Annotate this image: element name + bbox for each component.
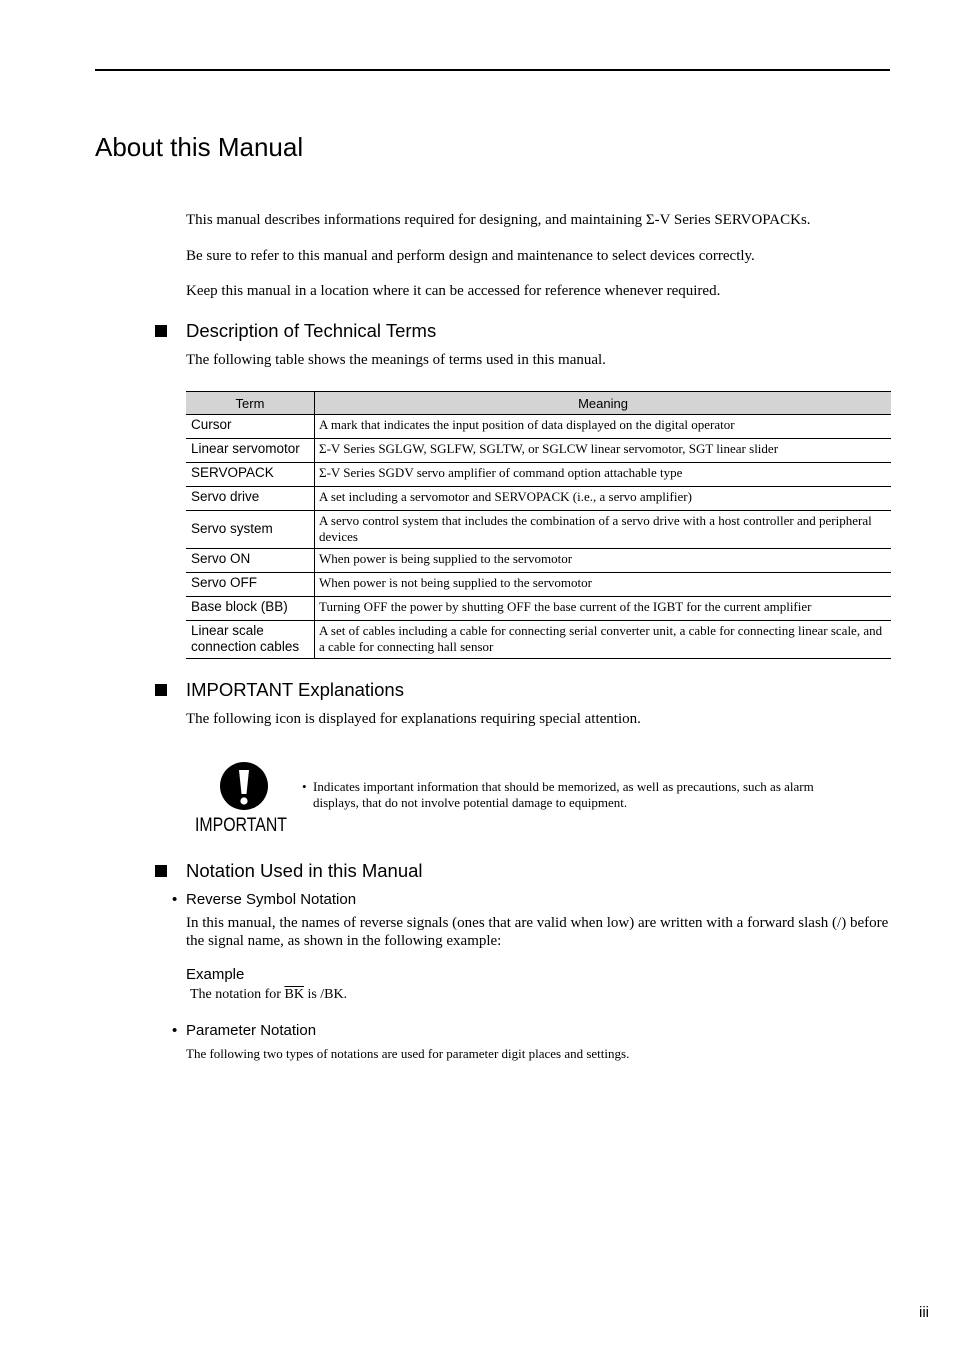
page-title: About this Manual (95, 132, 304, 162)
table-row (186, 415, 891, 439)
term-cell: Base block (BB) (186, 597, 315, 621)
important-icon-label: IMPORTANT (195, 815, 288, 836)
table-row (186, 487, 891, 511)
reverse-symbol-heading (172, 891, 356, 908)
square-bullet-icon (155, 684, 167, 696)
meaning-cell: A servo control system that includes the combination of a servo drive with a host controller and peripheral devices (315, 511, 892, 549)
intro-paragraph-2: Be sure to refer to this manual and perform design and maintenance to select devices correctly. (186, 248, 755, 264)
header-rule (95, 69, 890, 71)
meaning-cell: A set of cables including a cable for connecting serial converter unit, a cable for connecting linear scale, and a cable for connecting hall sensor (315, 621, 892, 659)
term-cell: Servo system (186, 511, 315, 549)
meaning-cell: A set including a servomotor and SERVOPACK (i.e., a servo amplifier) (315, 487, 892, 511)
term-cell: Cursor (186, 415, 315, 439)
reverse-symbol-text: In this manual, the names of reverse signals (ones that are valid when low) are written with a forward slash (/) before the signal name, as shown in the following example: (186, 915, 889, 949)
section-heading-terms (155, 320, 436, 342)
reverse-symbol-title: Reverse Symbol Notation (186, 891, 357, 908)
term-cell: Servo ON (186, 549, 315, 573)
example-text (190, 987, 347, 1003)
table-header-term: Term (186, 392, 315, 415)
square-bullet-icon (155, 865, 167, 877)
important-subtitle: The following icon is displayed for explanations requiring special attention. (186, 711, 641, 727)
square-bullet-icon (155, 325, 167, 337)
term-cell: SERVOPACK (186, 463, 315, 487)
parameter-notation-title: Parameter Notation (186, 1022, 317, 1039)
meaning-cell: A mark that indicates the input position of data displayed on the digital operator (315, 415, 892, 439)
meaning-cell: Turning OFF the power by shutting OFF the base current of the IGBT for the current amplifier (315, 597, 892, 621)
table-row (186, 439, 891, 463)
table-row (186, 549, 891, 573)
terms-table (186, 391, 891, 659)
intro-paragraph-1: This manual describes informations required for designing, and maintaining Σ-V Series SERVOPACKs. (186, 212, 811, 228)
section-heading-text: IMPORTANT Explanations (186, 679, 404, 700)
meaning-cell: When power is not being supplied to the servomotor (315, 573, 892, 597)
section-heading-text: Notation Used in this Manual (186, 860, 423, 881)
term-cell: Servo drive (186, 487, 315, 511)
page-number: iii (919, 1304, 929, 1321)
parameter-notation-heading (172, 1022, 316, 1039)
example-symbol: $\overline{BK}$ (284, 987, 304, 1002)
example-prefix: The notation for (190, 987, 281, 1002)
table-row (186, 573, 891, 597)
table-row (186, 621, 891, 659)
parameter-notation-text: The following two types of notations are used for parameter digit places and settings. (186, 1046, 630, 1061)
term-cell: Linear servomotor (186, 439, 315, 463)
table-row (186, 463, 891, 487)
example-label: Example (186, 966, 245, 983)
meaning-cell: Σ-V Series SGDV servo amplifier of command option attachable type (315, 463, 892, 487)
section-heading-notation (155, 860, 423, 882)
bullet-dot: • (302, 779, 307, 794)
table-row (186, 597, 891, 621)
table-header-meaning: Meaning (315, 392, 892, 415)
important-bullet-text: Indicates important information that should be memorized, as well as precautions, such as alarm displays, that do not involve potential damage to equipment. (313, 779, 814, 810)
important-bullet (302, 779, 862, 811)
important-icon (192, 760, 288, 836)
example-suffix: is /BK. (307, 987, 348, 1002)
term-cell: Linear scale connection cables (186, 621, 315, 659)
section-heading-important (155, 679, 404, 701)
bullet-dot: • (172, 1022, 178, 1039)
terms-subtitle: The following table shows the meanings of terms used in this manual. (186, 352, 606, 368)
meaning-cell: Σ-V Series SGLGW, SGLFW, SGLTW, or SGLCW linear servomotor, SGT linear slider (315, 439, 892, 463)
intro-paragraph-3: Keep this manual in a location where it can be accessed for reference whenever required. (186, 283, 721, 299)
meaning-cell: When power is being supplied to the servomotor (315, 549, 892, 573)
bullet-dot: • (172, 891, 178, 908)
table-row (186, 511, 891, 549)
section-heading-text: Description of Technical Terms (186, 320, 437, 341)
term-cell: Servo OFF (186, 573, 315, 597)
